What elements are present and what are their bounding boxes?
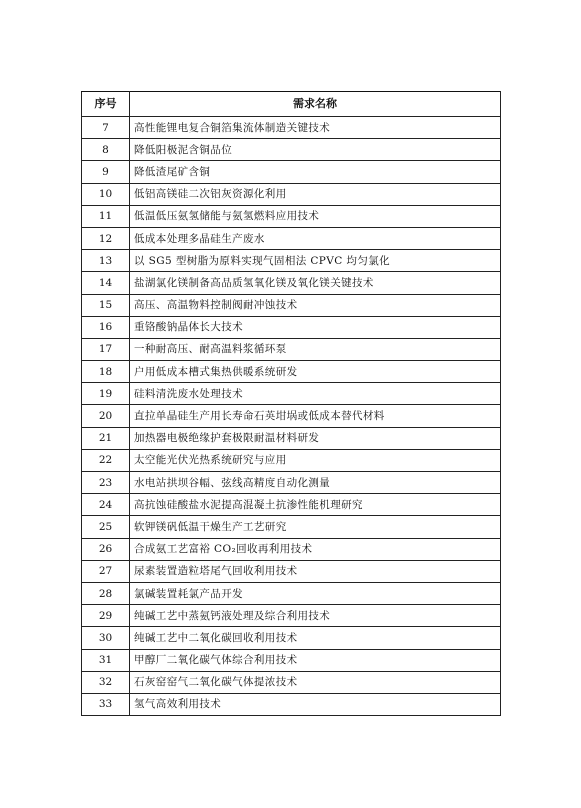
- requirement-name: 低成本处理多晶硅生产废水: [130, 227, 501, 249]
- row-number: 12: [82, 227, 130, 249]
- table-row: [82, 582, 501, 604]
- row-number: 32: [82, 671, 130, 693]
- row-number: 16: [82, 316, 130, 338]
- row-number: 26: [82, 538, 130, 560]
- table-row: [82, 205, 501, 227]
- header-requirement-name: 需求名称: [130, 92, 501, 117]
- requirement-name: 重铬酸钠晶体长大技术: [130, 316, 501, 338]
- table-row: [82, 649, 501, 671]
- row-number: 29: [82, 605, 130, 627]
- table-row: [82, 538, 501, 560]
- table-row: [82, 383, 501, 405]
- row-number: 9: [82, 161, 130, 183]
- table-row: [82, 250, 501, 272]
- header-number: 序号: [82, 92, 130, 117]
- table-row: [82, 139, 501, 161]
- table-row: [82, 516, 501, 538]
- row-number: 30: [82, 627, 130, 649]
- requirement-name: 高性能锂电复合铜箔集流体制造关键技术: [130, 117, 501, 139]
- table-row: [82, 605, 501, 627]
- row-number: 24: [82, 494, 130, 516]
- requirement-name: 降低阳极泥含铜品位: [130, 139, 501, 161]
- row-number: 23: [82, 472, 130, 494]
- row-number: 28: [82, 582, 130, 604]
- requirement-name: 直拉单晶硅生产用长寿命石英坩埚或低成本替代材料: [130, 405, 501, 427]
- requirement-name: 高抗蚀硅酸盐水泥提高混凝土抗渗性能机理研究: [130, 494, 501, 516]
- table-row: [82, 316, 501, 338]
- requirement-name: 户用低成本槽式集热供暖系统研发: [130, 361, 501, 383]
- row-number: 13: [82, 250, 130, 272]
- row-number: 11: [82, 205, 130, 227]
- row-number: 21: [82, 427, 130, 449]
- table-row: [82, 227, 501, 249]
- requirement-name: 降低渣尾矿含铜: [130, 161, 501, 183]
- requirement-name: 低铝高镁硅二次铝灰资源化利用: [130, 183, 501, 205]
- table-row: [82, 671, 501, 693]
- table-body: [82, 117, 501, 716]
- table-row: [82, 627, 501, 649]
- table-row: [82, 183, 501, 205]
- table-row: [82, 161, 501, 183]
- row-number: 10: [82, 183, 130, 205]
- requirement-name: 甲醇厂二氧化碳气体综合利用技术: [130, 649, 501, 671]
- requirement-name: 氯碱装置耗氯产品开发: [130, 582, 501, 604]
- requirement-name: 合成氨工艺富裕 CO₂回收再利用技术: [130, 538, 501, 560]
- table-row: [82, 472, 501, 494]
- table-row: [82, 361, 501, 383]
- requirement-name: 硅料清洗废水处理技术: [130, 383, 501, 405]
- requirement-name: 石灰窑窑气二氧化碳气体提浓技术: [130, 671, 501, 693]
- table-row: [82, 117, 501, 139]
- table-row: [82, 560, 501, 582]
- requirement-name: 纯碱工艺中二氧化碳回收利用技术: [130, 627, 501, 649]
- row-number: 25: [82, 516, 130, 538]
- requirement-name: 氢气高效利用技术: [130, 693, 501, 715]
- table-row: [82, 427, 501, 449]
- table-row: [82, 494, 501, 516]
- table-row: [82, 693, 501, 715]
- requirement-name: 尿素装置造粒塔尾气回收利用技术: [130, 560, 501, 582]
- row-number: 14: [82, 272, 130, 294]
- row-number: 17: [82, 338, 130, 360]
- requirement-name: 以 SG5 型树脂为原料实现气固相法 CPVC 均匀氯化: [130, 250, 501, 272]
- requirements-table: [81, 91, 501, 716]
- table-row: [82, 338, 501, 360]
- requirement-name: 水电站拱坝谷幅、弦线高精度自动化测量: [130, 472, 501, 494]
- row-number: 27: [82, 560, 130, 582]
- requirement-name: 盐湖氯化镁制备高品质氢氧化镁及氧化镁关键技术: [130, 272, 501, 294]
- table-row: [82, 294, 501, 316]
- row-number: 7: [82, 117, 130, 139]
- requirement-name: 软钾镁矾低温干燥生产工艺研究: [130, 516, 501, 538]
- row-number: 22: [82, 449, 130, 471]
- row-number: 8: [82, 139, 130, 161]
- row-number: 33: [82, 693, 130, 715]
- row-number: 31: [82, 649, 130, 671]
- row-number: 19: [82, 383, 130, 405]
- table-header-row: [82, 92, 501, 117]
- row-number: 15: [82, 294, 130, 316]
- requirement-name: 纯碱工艺中蒸氨钙液处理及综合利用技术: [130, 605, 501, 627]
- requirement-name: 一种耐高压、耐高温料浆循环泵: [130, 338, 501, 360]
- requirement-name: 低温低压氨氢储能与氨氢燃料应用技术: [130, 205, 501, 227]
- row-number: 18: [82, 361, 130, 383]
- row-number: 20: [82, 405, 130, 427]
- requirement-name: 加热器电极绝缘护套极限耐温材料研发: [130, 427, 501, 449]
- requirement-name: 太空能光伏光热系统研究与应用: [130, 449, 501, 471]
- requirement-name: 高压、高温物料控制阀耐冲蚀技术: [130, 294, 501, 316]
- table-row: [82, 272, 501, 294]
- table-row: [82, 405, 501, 427]
- table-row: [82, 449, 501, 471]
